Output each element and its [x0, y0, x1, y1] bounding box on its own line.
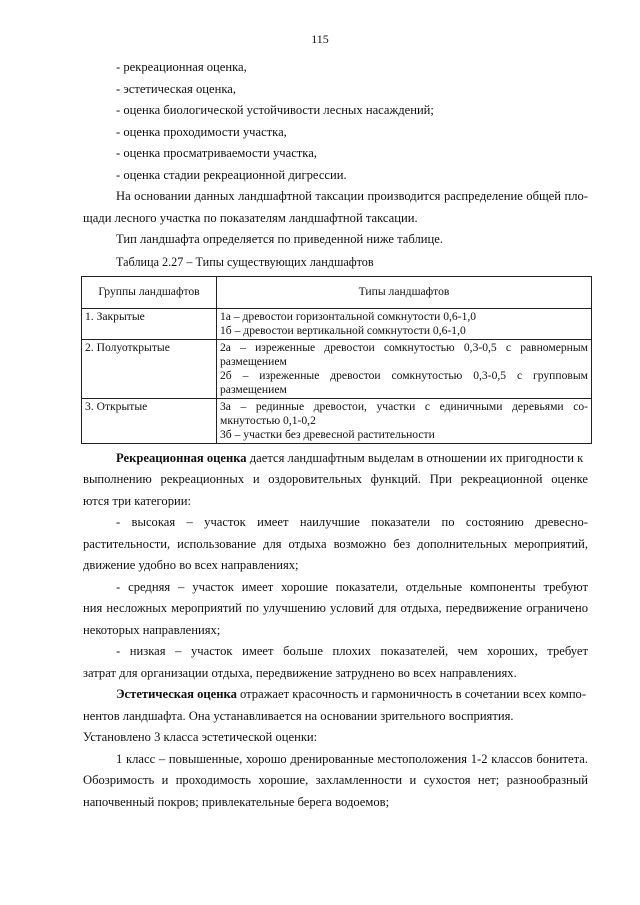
paragraph-line: Установлено 3 класса эстетической оценки: — [83, 730, 318, 744]
paragraph-line: растительности, использование для отдыха возможно без дополнительных мероприятий, — [83, 536, 588, 551]
table-cell-group: 2. Полуоткрытые — [82, 339, 217, 398]
table-row — [82, 339, 592, 398]
list-item: - оценка проходимости участка, — [116, 124, 287, 139]
paragraph-line: затрат для организации отдыха, передвижение затруднено во всех направлениях. — [83, 665, 517, 680]
type-line: 1а – древостои горизонтальной сомкнутости 0,6-1,0 — [220, 309, 477, 323]
paragraph-line — [83, 684, 588, 706]
paragraph-line — [83, 448, 588, 470]
table-cell-group: 1. Закрытые — [82, 308, 217, 339]
table-cell-types — [217, 398, 592, 443]
type-line: 3б – участки без древесной растительности — [220, 427, 435, 441]
paragraph-line: выполнению рекреационных и оздоровительных функций. При рекреационной оценке — [83, 472, 588, 486]
table-cell-types — [217, 308, 592, 339]
page-number: 115 — [311, 32, 329, 46]
paragraph-line: - высокая – участок имеет наилучшие показатели по состоянию древесно- — [116, 515, 588, 529]
paragraph-line: Обозримость и проходимость хорошие, захламленности и сухостоя нет; разнообразный — [83, 773, 588, 787]
table-cell-types — [217, 339, 592, 398]
type-line: 3а – рединные древостои, участки с единичными деревьями со- — [220, 399, 588, 413]
list-item: - оценка просматриваемости участка, — [116, 146, 317, 160]
table-header-row — [82, 276, 592, 308]
paragraph-line: - низкая – участок имеет больше плохих показателей, чем хороших, требует — [116, 644, 588, 658]
page-content — [83, 57, 588, 813]
table-caption: Таблица 2.27 – Типы существующих ландшафтов — [116, 254, 374, 269]
paragraph-line: движение удобно во всех направлениях; — [83, 558, 299, 572]
type-line: 1б – древостои вертикальной сомкнутости 0,6-1,0 — [220, 323, 466, 337]
list-item: - рекреационная оценка, — [116, 60, 247, 74]
paragraph-line: некоторых направлениях; — [83, 622, 221, 637]
recreational-intro: дается ландшафтным выделам в отношении их пригодности к — [246, 450, 584, 465]
type-line: 2а – изреженные древостои сомкнутостью 0,3-0,5 с равномерным — [220, 340, 588, 354]
paragraph-line: щади лесного участка по показателям ландшафтной таксации. — [83, 210, 418, 225]
table-row — [82, 308, 592, 339]
table-header-cell: Типы ландшафтов — [217, 276, 592, 308]
list-item: - эстетическая оценка, — [116, 81, 236, 96]
landscape-types-table — [81, 276, 592, 444]
aesthetic-heading: Эстетическая оценка — [116, 687, 237, 701]
list-item: - оценка биологической устойчивости лесных насаждений; — [116, 103, 434, 117]
paragraph-line: ются три категории: — [83, 493, 191, 508]
table-cell-group: 3. Открытые — [82, 398, 217, 443]
paragraph-line: - средняя – участок имеет хорошие показатели, отдельные компоненты требуют — [116, 579, 588, 594]
paragraph-line: нентов ландшафта. Она устанавливается на основании зрительного восприятия. — [83, 708, 514, 723]
type-line: размещением — [220, 382, 287, 396]
type-line: мкнутостью 0,1-0,2 — [220, 413, 316, 427]
aesthetic-intro: отражает красочность и гармоничность в сочетании всех компо- — [236, 687, 587, 701]
paragraph-line: 1 класс – повышенные, хорошо дренированные местоположения 1-2 классов бонитета. — [116, 751, 588, 766]
list-item: - оценка стадии рекреационной дигрессии. — [116, 167, 347, 182]
paragraph-line: напочвенный покров; привлекательные берега водоемов; — [83, 794, 390, 809]
type-line: 2б – изреженные древостои сомкнутостью 0,3-0,5 с групповым — [220, 368, 588, 382]
recreational-heading: Рекреационная оценка — [116, 450, 247, 465]
paragraph-line: На основании данных ландшафтной таксации производится распределение общей пло- — [116, 189, 588, 203]
table-row — [82, 398, 592, 443]
table-header-cell: Группы ландшафтов — [82, 276, 217, 308]
paragraph-line: Тип ландшафта определяется по приведенной ниже таблице. — [116, 232, 443, 246]
paragraph-line: ния несложных мероприятий по улучшению условий для отдыха, передвижение ограничено — [83, 601, 588, 615]
type-line: размещением — [220, 354, 287, 368]
